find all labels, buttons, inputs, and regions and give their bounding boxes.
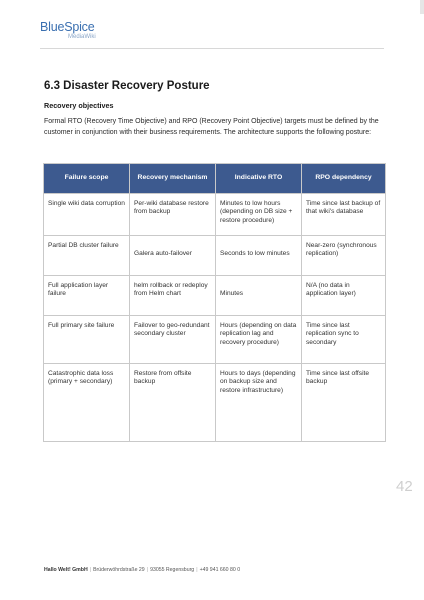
- table-cell: Single wiki data corruption: [44, 194, 130, 236]
- table-cell: Per-wiki database restore from backup: [130, 194, 216, 236]
- table-cell: Minutes to low hours (depending on DB size + restore procedure): [216, 194, 302, 236]
- table-cell: Full application layer failure: [44, 276, 130, 316]
- header-divider: [40, 48, 384, 49]
- footer-phone: +49 941 660 80 0: [199, 567, 241, 573]
- column-header: Indicative RTO: [216, 164, 302, 194]
- table-row: [44, 316, 386, 364]
- table-cell: Time since last offsite backup: [302, 364, 386, 442]
- intro-paragraph: Formal RTO (Recovery Time Objective) and RPO (Recovery Point Objective) targets must be defined by the customer in conjunction with their business requirements. The architecture supports the following posture:: [44, 118, 379, 136]
- footer-separator: |: [146, 567, 149, 573]
- table-cell: [216, 236, 302, 276]
- table-row: [44, 276, 386, 316]
- table-cell: [216, 276, 302, 316]
- table-cell-text: Galera auto-failover: [134, 250, 192, 257]
- column-header: Recovery mechanism: [130, 164, 216, 194]
- table-cell: Time since last replication sync to secondary: [302, 316, 386, 364]
- table-cell: Partial DB cluster failure: [44, 236, 130, 276]
- column-header: RPO dependency: [302, 164, 386, 194]
- column-header: Failure scope: [44, 164, 130, 194]
- table-cell: Time since last backup of that wiki's database: [302, 194, 386, 236]
- bluespice-logo: [40, 20, 110, 44]
- footer-address: Brüderwöhrdstraße 29: [93, 567, 145, 573]
- table-cell: Failover to geo-redundant secondary cluster: [130, 316, 216, 364]
- logo-main-text: BlueSpice: [40, 20, 95, 34]
- table-cell: Catastrophic data loss (primary + secondary): [44, 364, 130, 442]
- table-cell: N/A (no data in application layer): [302, 276, 386, 316]
- table-row: [44, 194, 386, 236]
- table-cell-text: Seconds to low minutes: [220, 250, 290, 257]
- logo-sub-text: MediaWiki: [68, 34, 96, 40]
- section-title: 6.3 Disaster Recovery Posture: [44, 80, 210, 92]
- table-row: [44, 364, 386, 442]
- table-cell: Full primary site failure: [44, 316, 130, 364]
- table-cell-text: Minutes: [220, 290, 244, 297]
- table-header-row: [44, 164, 386, 194]
- footer-city: 93055 Regensburg: [150, 567, 195, 573]
- page-footer: [44, 567, 240, 573]
- section-subtitle: Recovery objectives: [44, 101, 114, 110]
- footer-separator: |: [196, 567, 198, 573]
- table-cell: Hours (depending on data replication lag and recovery procedure): [216, 316, 302, 364]
- table-cell: helm rollback or redeploy from Helm chart: [130, 276, 216, 316]
- table-cell: Restore from offsite backup: [130, 364, 216, 442]
- page-number: 42: [396, 478, 413, 495]
- recovery-table: [43, 163, 386, 442]
- table-cell: [130, 236, 216, 276]
- footer-separator: |: [89, 567, 92, 573]
- page-edge-tab: [420, 0, 424, 14]
- table-cell: Hours to days (depending on backup size and restore infrastructure): [216, 364, 302, 442]
- footer-company: Hallo Welt! GmbH: [44, 567, 88, 573]
- table-row: [44, 236, 386, 276]
- table-cell: Near-zero (synchronous replication): [302, 236, 386, 276]
